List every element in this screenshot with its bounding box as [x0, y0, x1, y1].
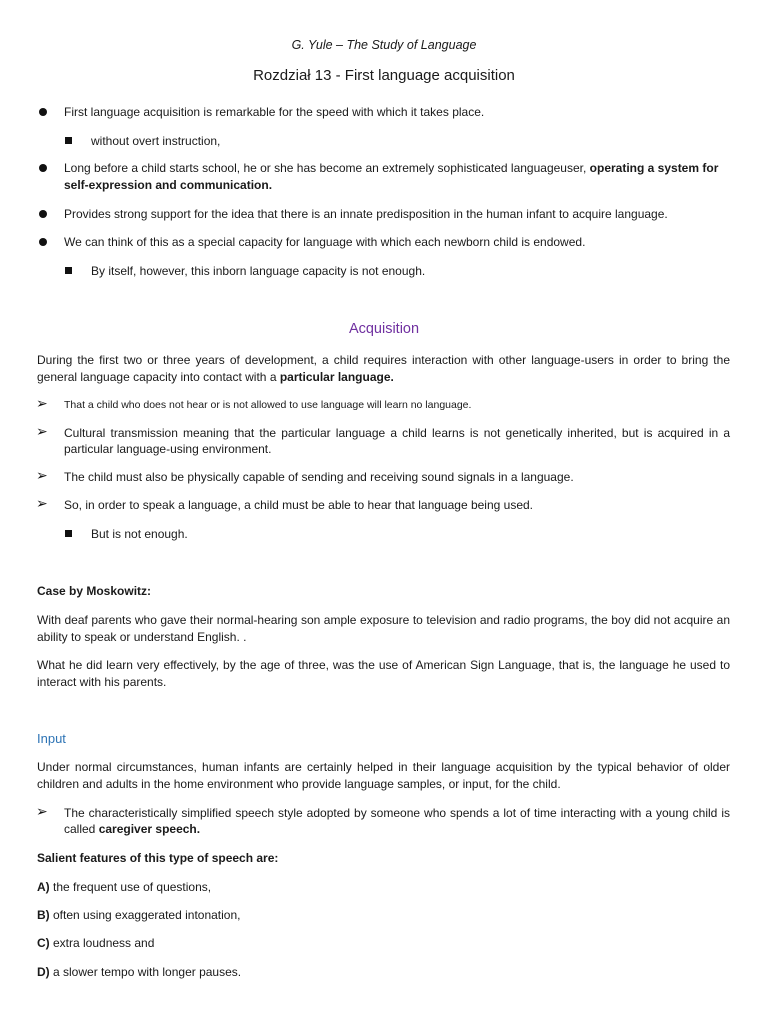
running-header: G. Yule – The Study of Language: [291, 38, 477, 52]
subbullet-acquisition: But is not enough.: [91, 526, 731, 542]
chapter-title: Rozdział 13 - First language acquisition: [253, 67, 515, 84]
features-heading: Salient features of this type of speech are:: [37, 851, 279, 865]
heading-acquisition: Acquisition: [348, 321, 420, 337]
feature-item: B) often using exaggerated intonation,: [37, 908, 241, 922]
acquisition-paragraph: During the first two or three years of development, a child requires interaction with other language-users in order to bring the general language capacity into contact with a particular language.: [37, 353, 730, 384]
feature-item: D) a slower tempo with longer pauses.: [37, 965, 242, 979]
feature-item: A) the frequent use of questions,: [37, 880, 212, 894]
arrow-item-3: ➢ The child must also be physically capable of sending and receiving sound signals in a language.: [64, 469, 730, 485]
heading-case: Case by Moskowitz:: [37, 584, 152, 598]
subbullet-intro-1: without overt instruction,: [91, 133, 731, 149]
arrow-item-4: ➢ So, in order to speak a language, a child must be able to hear that language being used.: [64, 497, 730, 513]
subbullet-intro-2: By itself, however, this inborn language capacity is not enough.: [91, 263, 731, 279]
heading-input: Input: [37, 731, 66, 746]
case-paragraph-1: With deaf parents who gave their normal-hearing son ample exposure to television and radio programs, the boy did not acquire an ability to speak or understand English. .: [37, 613, 730, 644]
case-paragraph-2: What he did learn very effectively, by the age of three, was the use of American Sign Language, that is, the language he used to interact with his parents.: [37, 658, 730, 689]
bullet-intro-4: We can think of this as a special capacity for language with which each newborn child is endowed.: [64, 234, 730, 250]
bullet-intro-2: Long before a child starts school, he or she has become an extremely sophisticated languageuser, operating a system for self-expression and communication.: [64, 160, 730, 194]
arrow-item-1: ➢ That a child who does not hear or is not allowed to use language will learn no language.: [64, 397, 730, 413]
bullet-intro-1: First language acquisition is remarkable for the speed with which it takes place.: [64, 104, 730, 120]
arrow-caregiver: ➢ The characteristically simplified speech style adopted by someone who spends a lot of time interacting with a young child is called caregiver speech.: [64, 805, 730, 837]
feature-item: C) extra loudness and: [37, 936, 155, 950]
arrow-item-2: ➢ Cultural transmission meaning that the particular language a child learns is not genetically inherited, but is acquired in a particular language-using environment.: [64, 425, 730, 457]
bullet-intro-3: Provides strong support for the idea that there is an innate predisposition in the human infant to acquire language.: [64, 206, 730, 222]
input-paragraph: Under normal circumstances, human infants are certainly helped in their language acquisition by the typical behavior of older children and adults in the home environment who provide language samples, or input, for the child.: [37, 760, 730, 791]
